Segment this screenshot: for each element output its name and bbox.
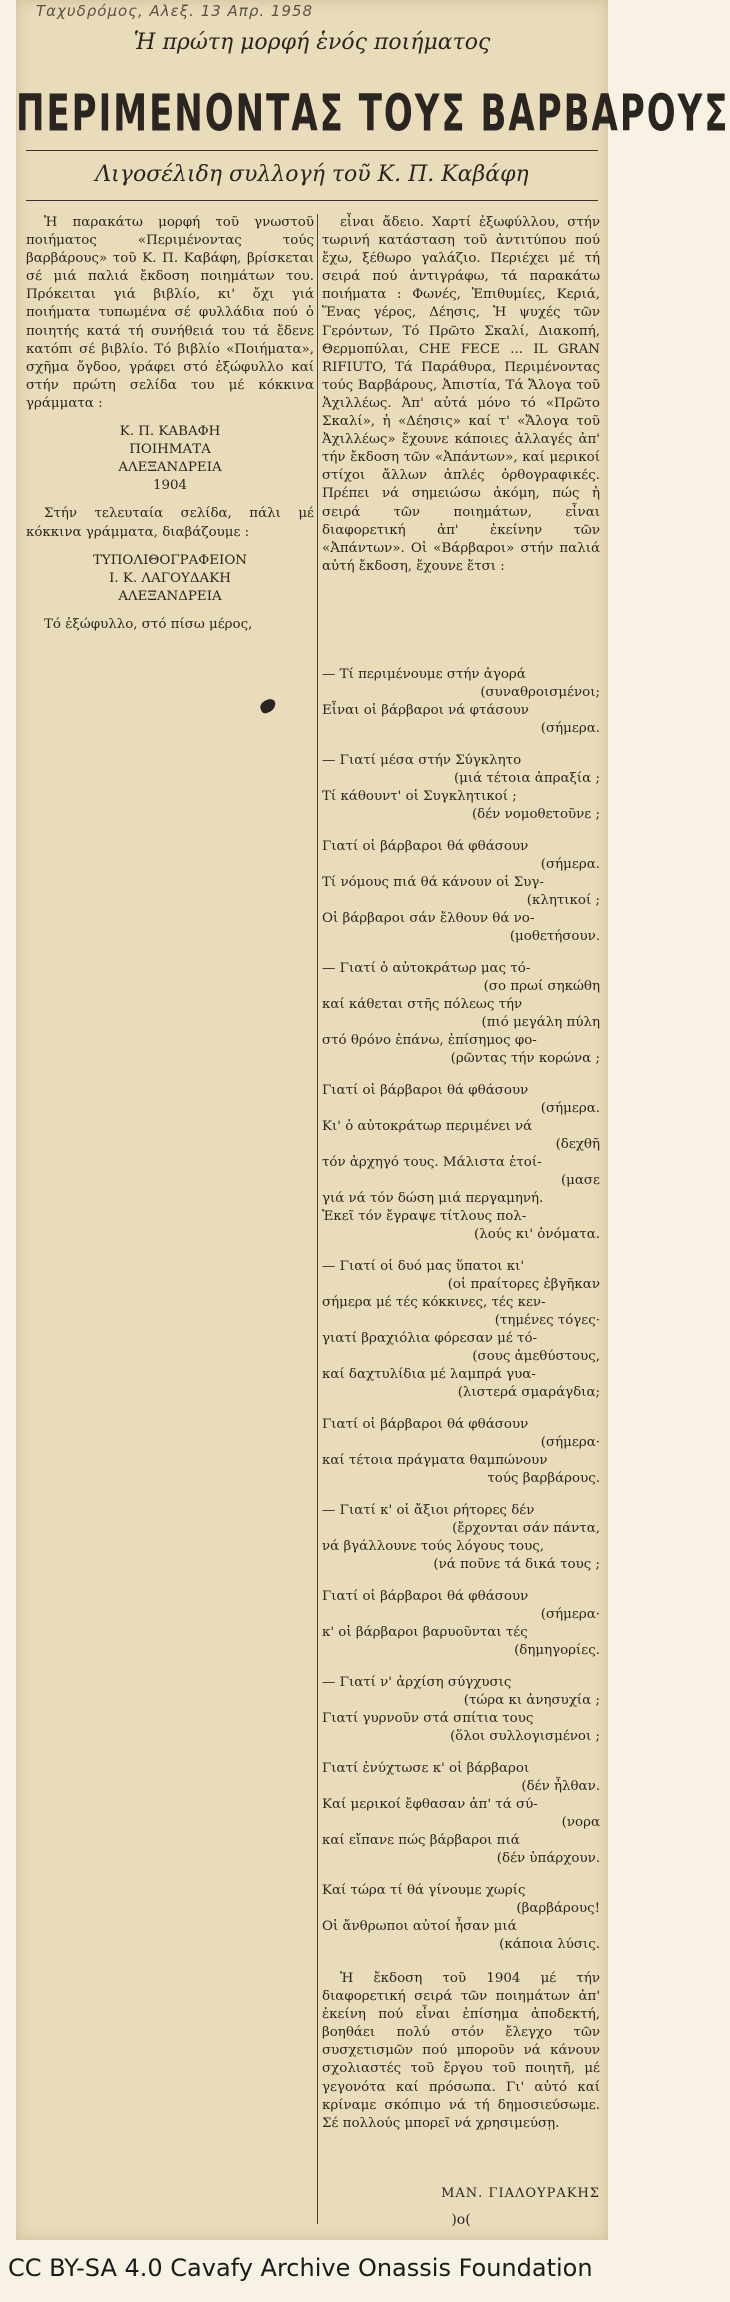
poem-line: (τώρα κι ἀνησυχία ; — [463, 1693, 600, 1708]
poem-line: (κλητικοί ; — [526, 893, 600, 908]
printer-line: ΑΛΕΞΑΝΔΡΕΙΑ — [118, 588, 222, 604]
poem-line: Γιατί οἱ βάρβαροι θά φθάσουν — [322, 1417, 529, 1432]
poem-stanza — [322, 666, 600, 738]
poem-line: σήμερα μέ τές κόκκινες, τές κεν- — [322, 1295, 546, 1310]
poem-line: (λιστερά σμαράγδια; — [457, 1385, 600, 1400]
subtitle: Λιγοσέλιδη συλλογή τοῦ Κ. Π. Καβάφη — [95, 162, 529, 187]
poem-line: Γιατί οἱ βάρβαροι θά φθάσουν — [322, 839, 529, 854]
printer-line: ΤΥΠΟΛΙΘΟΓΡΑΦΕΙΟΝ — [92, 552, 248, 568]
poem-line: (μοθετήσουν. — [509, 929, 600, 944]
subtitle-rule — [26, 200, 598, 201]
poem-line: (σήμερα. — [540, 1101, 600, 1116]
poem-line: (δημηγορίες. — [514, 1643, 600, 1658]
imprint-line: 1904 — [152, 478, 188, 494]
title-rule — [26, 150, 598, 151]
poem-line: (δέν ἦλθαν. — [521, 1779, 600, 1794]
poem-line: (λούς κι' ὀνόματα. — [474, 1227, 600, 1242]
poem-line: (μασε — [560, 1173, 600, 1188]
closing-column — [322, 1970, 600, 2133]
end-ornament: )o( — [451, 2212, 471, 2228]
poem-line: Ἐκεῖ τόν ἔγραψε τίτλους πολ- — [322, 1209, 527, 1224]
poem-stanza — [322, 1502, 600, 1574]
poem-stanza — [322, 1082, 600, 1244]
overline: Ἡ πρώτη μορφή ἑνός ποιήματος — [133, 30, 491, 55]
poem-stanza — [322, 1760, 600, 1868]
poem-stanza — [322, 752, 600, 824]
poem-line: — Γιατί κ' οἱ ἄξιοι ρήτορες δέν — [322, 1503, 535, 1518]
poem-line: (ὅλοι συλλογισμένοι ; — [450, 1729, 600, 1744]
poem-line: (σήμερα· — [540, 1435, 600, 1450]
poem-line: — Γιατί οἱ δυό μας ὕπατοι κι' — [322, 1259, 524, 1274]
poem-line: (βαρβάρους! — [516, 1901, 600, 1916]
poem-line: τούς βαρβάρους. — [487, 1471, 600, 1486]
poem-line: (κάποια λύσις. — [499, 1937, 600, 1952]
printer-block — [26, 552, 314, 606]
license-credit: CC BY-SA 4.0 Cavafy Archive Onassis Foundation — [8, 2254, 593, 2282]
poem-line: κ' οἱ βάρβαροι βαρυοῦνται τές — [322, 1625, 528, 1640]
poem-line: (σήμερα· — [540, 1607, 600, 1622]
poem-line: — Γιατί ν' ἀρχίση σύγχυσις — [322, 1675, 512, 1690]
poem-line: καί δαχτυλίδια μέ λαμπρά γυα- — [322, 1367, 536, 1382]
poem — [322, 666, 600, 1968]
poem-line: καί τέτοια πράγματα θαμπώνουν — [322, 1453, 548, 1468]
imprint-block — [26, 423, 314, 495]
poem-line: (οἱ πραίτορες ἐβγῆκαν — [447, 1277, 600, 1292]
poem-line: Καί μερικοί ἔφθασαν ἀπ' τά σύ- — [322, 1797, 538, 1812]
poem-line: Γιατί οἱ βάρβαροι θά φθάσουν — [322, 1083, 529, 1098]
poem-line: νά βγάλλουνε τούς λόγους τους, — [322, 1539, 544, 1554]
intro-paragraph: Ἡ παρακάτω μορφή τοῦ γνωστοῦ ποιήματος «Περιμένοντας τούς βαρβάρους» τοῦ Κ. Π. Καβάφη, βρίσκεται σέ μιά παλιά ἔκδοση ποιημάτων του. Πρόκειται γιά βιβλίο, κι' ὄχι γιά ποιήματα τυπωμένα σέ φυλλάδια πού ὁ ποιητής κατά τή συνήθειά του τά ἔδενε κατόπι σέ βιβλίο. Τό βιβλίο «Ποιήματα», σχῆμα ὄγδοο, γράφει στό ἐξώφυλλο καί στήν πρώτη σελίδα του μέ κόκκινα γράμματα : — [26, 215, 314, 411]
headline: ΠΕΡΙΜΕΝΟΝΤΑΣ ΤΟΥΣ ΒΑΡΒΑΡΟΥΣ — [16, 84, 730, 144]
poem-stanza — [322, 1674, 600, 1746]
author-signature: ΜΑΝ. ΓΙΑΛΟΥΡΑΚΗΣ — [441, 2186, 600, 2201]
poem-line: Τί κάθουντ' οἱ Συγκλητικοί ; — [322, 789, 517, 804]
poem-line: (δέν νομοθετοῦνε ; — [471, 807, 600, 822]
poem-line: (ρῶντας τήν κορώνα ; — [450, 1051, 600, 1066]
newspaper-clipping — [16, 0, 730, 2240]
poem-line: Γιατί γυρνοῦν στά σπίτια τους — [322, 1711, 534, 1726]
right-column — [322, 214, 600, 576]
poem-stanza — [322, 838, 600, 946]
poem-line: τόν ἀρχηγό τους. Μάλιστα ἑτοί- — [322, 1155, 542, 1170]
poem-stanza — [322, 1416, 600, 1488]
poem-stanza — [322, 1588, 600, 1660]
poem-line: (σους ἀμεθύστους, — [472, 1349, 600, 1364]
poem-line: (μιά τέτοια ἀπραξία ; — [453, 771, 600, 786]
poem-line: (νορα — [561, 1815, 600, 1830]
poem-stanza — [322, 960, 600, 1068]
poem-line: Τί νόμους πιά θά κάνουν οἱ Συγ- — [322, 875, 544, 890]
poem-stanza — [322, 1258, 600, 1402]
poem-line: Κι' ὁ αὐτοκράτωρ περιμένει νά — [322, 1119, 533, 1134]
poem-line: γιά νά τόν δώση μιά περγαμηνή. — [322, 1191, 544, 1206]
imprint-line: ΑΛΕΞΑΝΔΡΕΙΑ — [118, 460, 222, 476]
poem-line: (ἔρχονται σάν πάντα, — [452, 1521, 600, 1536]
closing-paragraph: Ἡ ἔκδοση τοῦ 1904 μέ τήν διαφορετική σειρά τῶν ποιημάτων ἀπ' ἐκείνη πού εἶναι ἐπίσημα ἀποδεκτή, βοηθάει πολύ στόν ἔλεγχο τῶν συσχετισμῶν πού μποροῦν νά κάνουν σχολιαστές τοῦ ἔργου τοῦ ποιητῆ, μέ γεγονότα καί πρόσωπα. Γι' αὐτό καί κρίναμε σκόπιμο νά τή δημοσιεύσωμε. Σέ πολλούς μπορεῖ νά χρησιμεύσῃ. — [322, 1971, 600, 2131]
poem-stanza — [322, 1882, 600, 1954]
poem-line: καί εἴπανε πώς βάρβαροι πιά — [322, 1833, 520, 1848]
column-rule — [317, 214, 318, 2224]
imprint-line: ΠΟΙΗΜΑΤΑ — [129, 442, 211, 458]
poem-line: — Τί περιμένουμε στήν ἀγορά — [322, 667, 526, 682]
poem-line: καί κάθεται στῆς πόλεως τήν — [322, 997, 523, 1012]
poem-line: (δέν ὑπάρχουν. — [496, 1851, 600, 1866]
poem-line: (σήμερα. — [540, 857, 600, 872]
poem-line: (δεχθῆ — [555, 1137, 600, 1152]
third-paragraph: Τό ἐξώφυλλο, στό πίσω μέρος, — [44, 616, 253, 632]
poem-line: (τημένες τόγες· — [494, 1313, 600, 1328]
poem-line: (σο πρωί σηκώθη — [483, 979, 600, 994]
poem-line: (σήμερα. — [540, 721, 600, 736]
second-paragraph: Στήν τελευταία σελίδα, πάλι μέ κόκκινα γράμματα, διαβάζουμε : — [26, 506, 314, 540]
poem-line: (νά ποῦνε τά δικά τους ; — [433, 1557, 600, 1572]
poem-line: — Γιατί ὁ αὐτοκράτωρ μας τό- — [322, 961, 531, 976]
handwritten-note: Ταχυδρόμος, Αλεξ. 13 Απρ. 1958 — [36, 2, 314, 20]
poem-line: — Γιατί μέσα στήν Σύγκλητο — [322, 753, 522, 768]
left-column — [26, 214, 314, 634]
poem-line: γιατί βραχιόλια φόρεσαν μέ τό- — [322, 1331, 538, 1346]
imprint-line: Κ. Π. ΚΑΒΑΦΗ — [119, 424, 221, 440]
poem-line: (πιό μεγάλη πύλη — [481, 1015, 600, 1030]
poem-line: Γιατί οἱ βάρβαροι θά φθάσουν — [322, 1589, 529, 1604]
poem-line: Οἱ ἄνθρωποι αὐτοί ἦσαν μιά — [322, 1919, 517, 1934]
printer-line: Ι. Κ. ΛΑΓΟΥΔΑΚΗ — [109, 570, 231, 586]
poem-line: Εἶναι οἱ βάρβαροι νά φτάσουν — [322, 703, 529, 718]
poem-line: Καί τώρα τί θά γίνουμε χωρίς — [322, 1883, 526, 1898]
poem-line: Οἱ βάρβαροι σάν ἔλθουν θά νο- — [322, 911, 535, 926]
poem-line: Γιατί ἐνύχτωσε κ' οἱ βάρβαροι — [322, 1761, 530, 1776]
poem-line: (συναθροισμένοι; — [480, 685, 600, 700]
ink-blot — [258, 697, 278, 715]
poem-line: στό θρόνο ἐπάνω, ἐπίσημος φο- — [322, 1033, 537, 1048]
right-intro: εἶναι ἄδειο. Χαρτί ἐξωφύλλου, στήν τωρινή κατάσταση τοῦ ἀντιτύπου πού ἔχω, ξέθωρο γαλάζιο. Περιέχει μέ τή σειρά πού ἀντιγράφω, τά παρακάτω ποιήματα : Φωνές, Ἐπιθυμίες, Κεριά, Ἕνας γέρος, Δέησις, Ἡ ψυχές τῶν Γερόντων, Τό Πρῶτο Σκαλί, Διακοπή, Θερμοπύλαι, CHE FECE ... IL GRAN RIFIUTO, Τά Παράθυρα, Περιμένοντας τούς Βαρβάρους, Ἀπιστία, Τά Ἄλογα τοῦ Ἀχιλλέως. Ἀπ' αὐτά μόνο τό «Πρῶτο Σκαλί», ἡ «Δέησις» καί τ' «Ἄλογα τοῦ Ἀχιλλέως» ἔχουνε κάποιες ἀλλαγές ἀπ' τήν ἔκδοση τῶν «Ἀπάντων», καί μερικοί στίχοι ἄλλων ἁπλές ὀρθογραφικές. Πρέπει νά σημειώσω ἀκόμη, πώς ἡ σειρά τῶν ποιημάτων, εἶναι διαφορετική ἀπ' ἐκείνην τῶν «Ἀπάντων». Οἱ «Βάρβαροι» στήν παλιά αὐτή ἔκδοση, ἔχουνε ἔτσι : — [322, 215, 600, 574]
